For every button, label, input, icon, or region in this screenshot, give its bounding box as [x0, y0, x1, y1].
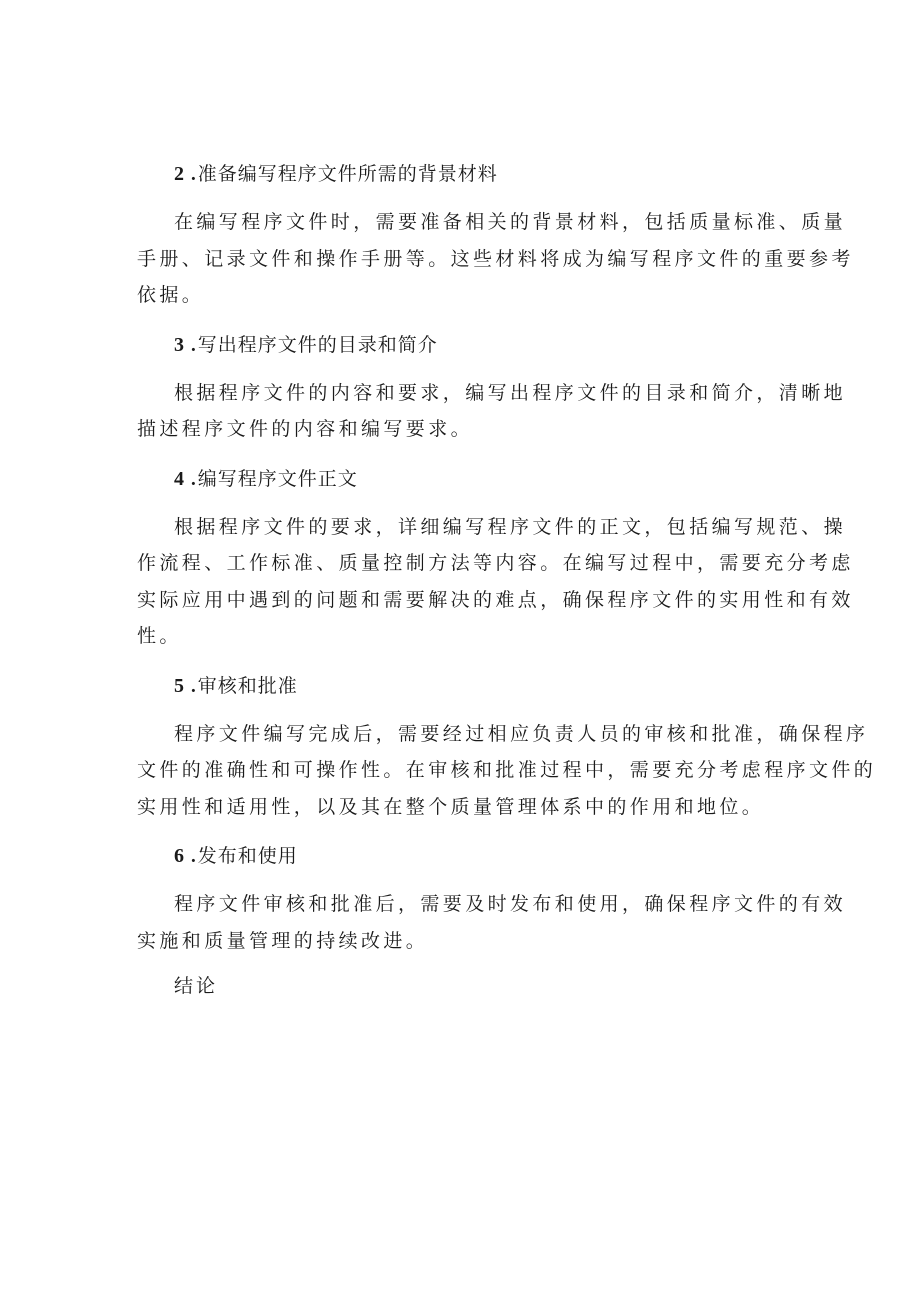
section-number: 4 — [174, 467, 185, 490]
section-number: 2 — [174, 163, 185, 185]
paragraph-line: 实施和质量管理的持续改进。 — [137, 929, 429, 952]
conclusion-heading: 结论 — [174, 975, 219, 997]
section-paragraph — [137, 886, 847, 959]
section-dot: . — [191, 675, 197, 697]
paragraph-line: 描述程序文件的内容和编写要求。 — [137, 418, 474, 440]
section-heading — [137, 839, 787, 874]
paragraph-line: 依据。 — [137, 284, 205, 306]
section-heading — [137, 669, 787, 704]
section-paragraph — [137, 509, 854, 655]
paragraph-line: 实际应用中遇到的问题和需要解决的难点，确保程序文件的实用性和有效 — [137, 588, 854, 611]
section-paragraph — [137, 204, 854, 314]
paragraph-line: 文件的准确性和可操作性。在审核和批准过程中，需要充分考虑程序文件的 — [137, 759, 877, 781]
paragraph-line: 根据程序文件的内容和要求，编写出程序文件的目录和简介，清晰地 — [174, 381, 847, 404]
section-number: 3 — [174, 333, 185, 356]
paragraph-line: 作流程、工作标准、质量控制方法等内容。在编写过程中，需要充分考虑 — [137, 552, 854, 574]
paragraph-line: 实用性和适用性，以及其在整个质量管理体系中的作用和地位。 — [137, 795, 765, 818]
section-number: 6 — [174, 845, 185, 867]
paragraph-line: 性。 — [137, 625, 182, 647]
section-dot: . — [191, 468, 197, 490]
section-title: 审核和批准 — [197, 674, 298, 697]
section-paragraph — [137, 375, 847, 448]
section-number: 5 — [174, 674, 185, 697]
section-heading — [137, 328, 787, 363]
section-dot: . — [191, 846, 197, 867]
section-title: 编写程序文件正文 — [197, 467, 358, 490]
section-paragraph — [137, 716, 877, 826]
paragraph-line: 手册、记录文件和操作手册等。这些材料将成为编写程序文件的重要参考 — [137, 247, 854, 270]
paragraph-line: 在编写程序文件时，需要准备相关的背景材料，包括质量标准、质量 — [174, 211, 847, 233]
section-heading — [137, 157, 787, 192]
paragraph-line: 程序文件编写完成后，需要经过相应负责人员的审核和批准，确保程序 — [174, 722, 869, 745]
document-body — [137, 157, 877, 1003]
section-dot: . — [191, 164, 197, 185]
section-dot: . — [191, 334, 197, 356]
paragraph-line: 根据程序文件的要求，详细编写程序文件的正文，包括编写规范、操 — [174, 515, 847, 538]
section-title: 准备编写程序文件所需的背景材料 — [197, 163, 498, 185]
section-title: 写出程序文件的目录和简介 — [197, 333, 438, 356]
paragraph-line: 程序文件审核和批准后，需要及时发布和使用，确保程序文件的有效 — [174, 893, 847, 915]
section-title: 发布和使用 — [197, 845, 298, 867]
section-heading — [137, 462, 787, 497]
